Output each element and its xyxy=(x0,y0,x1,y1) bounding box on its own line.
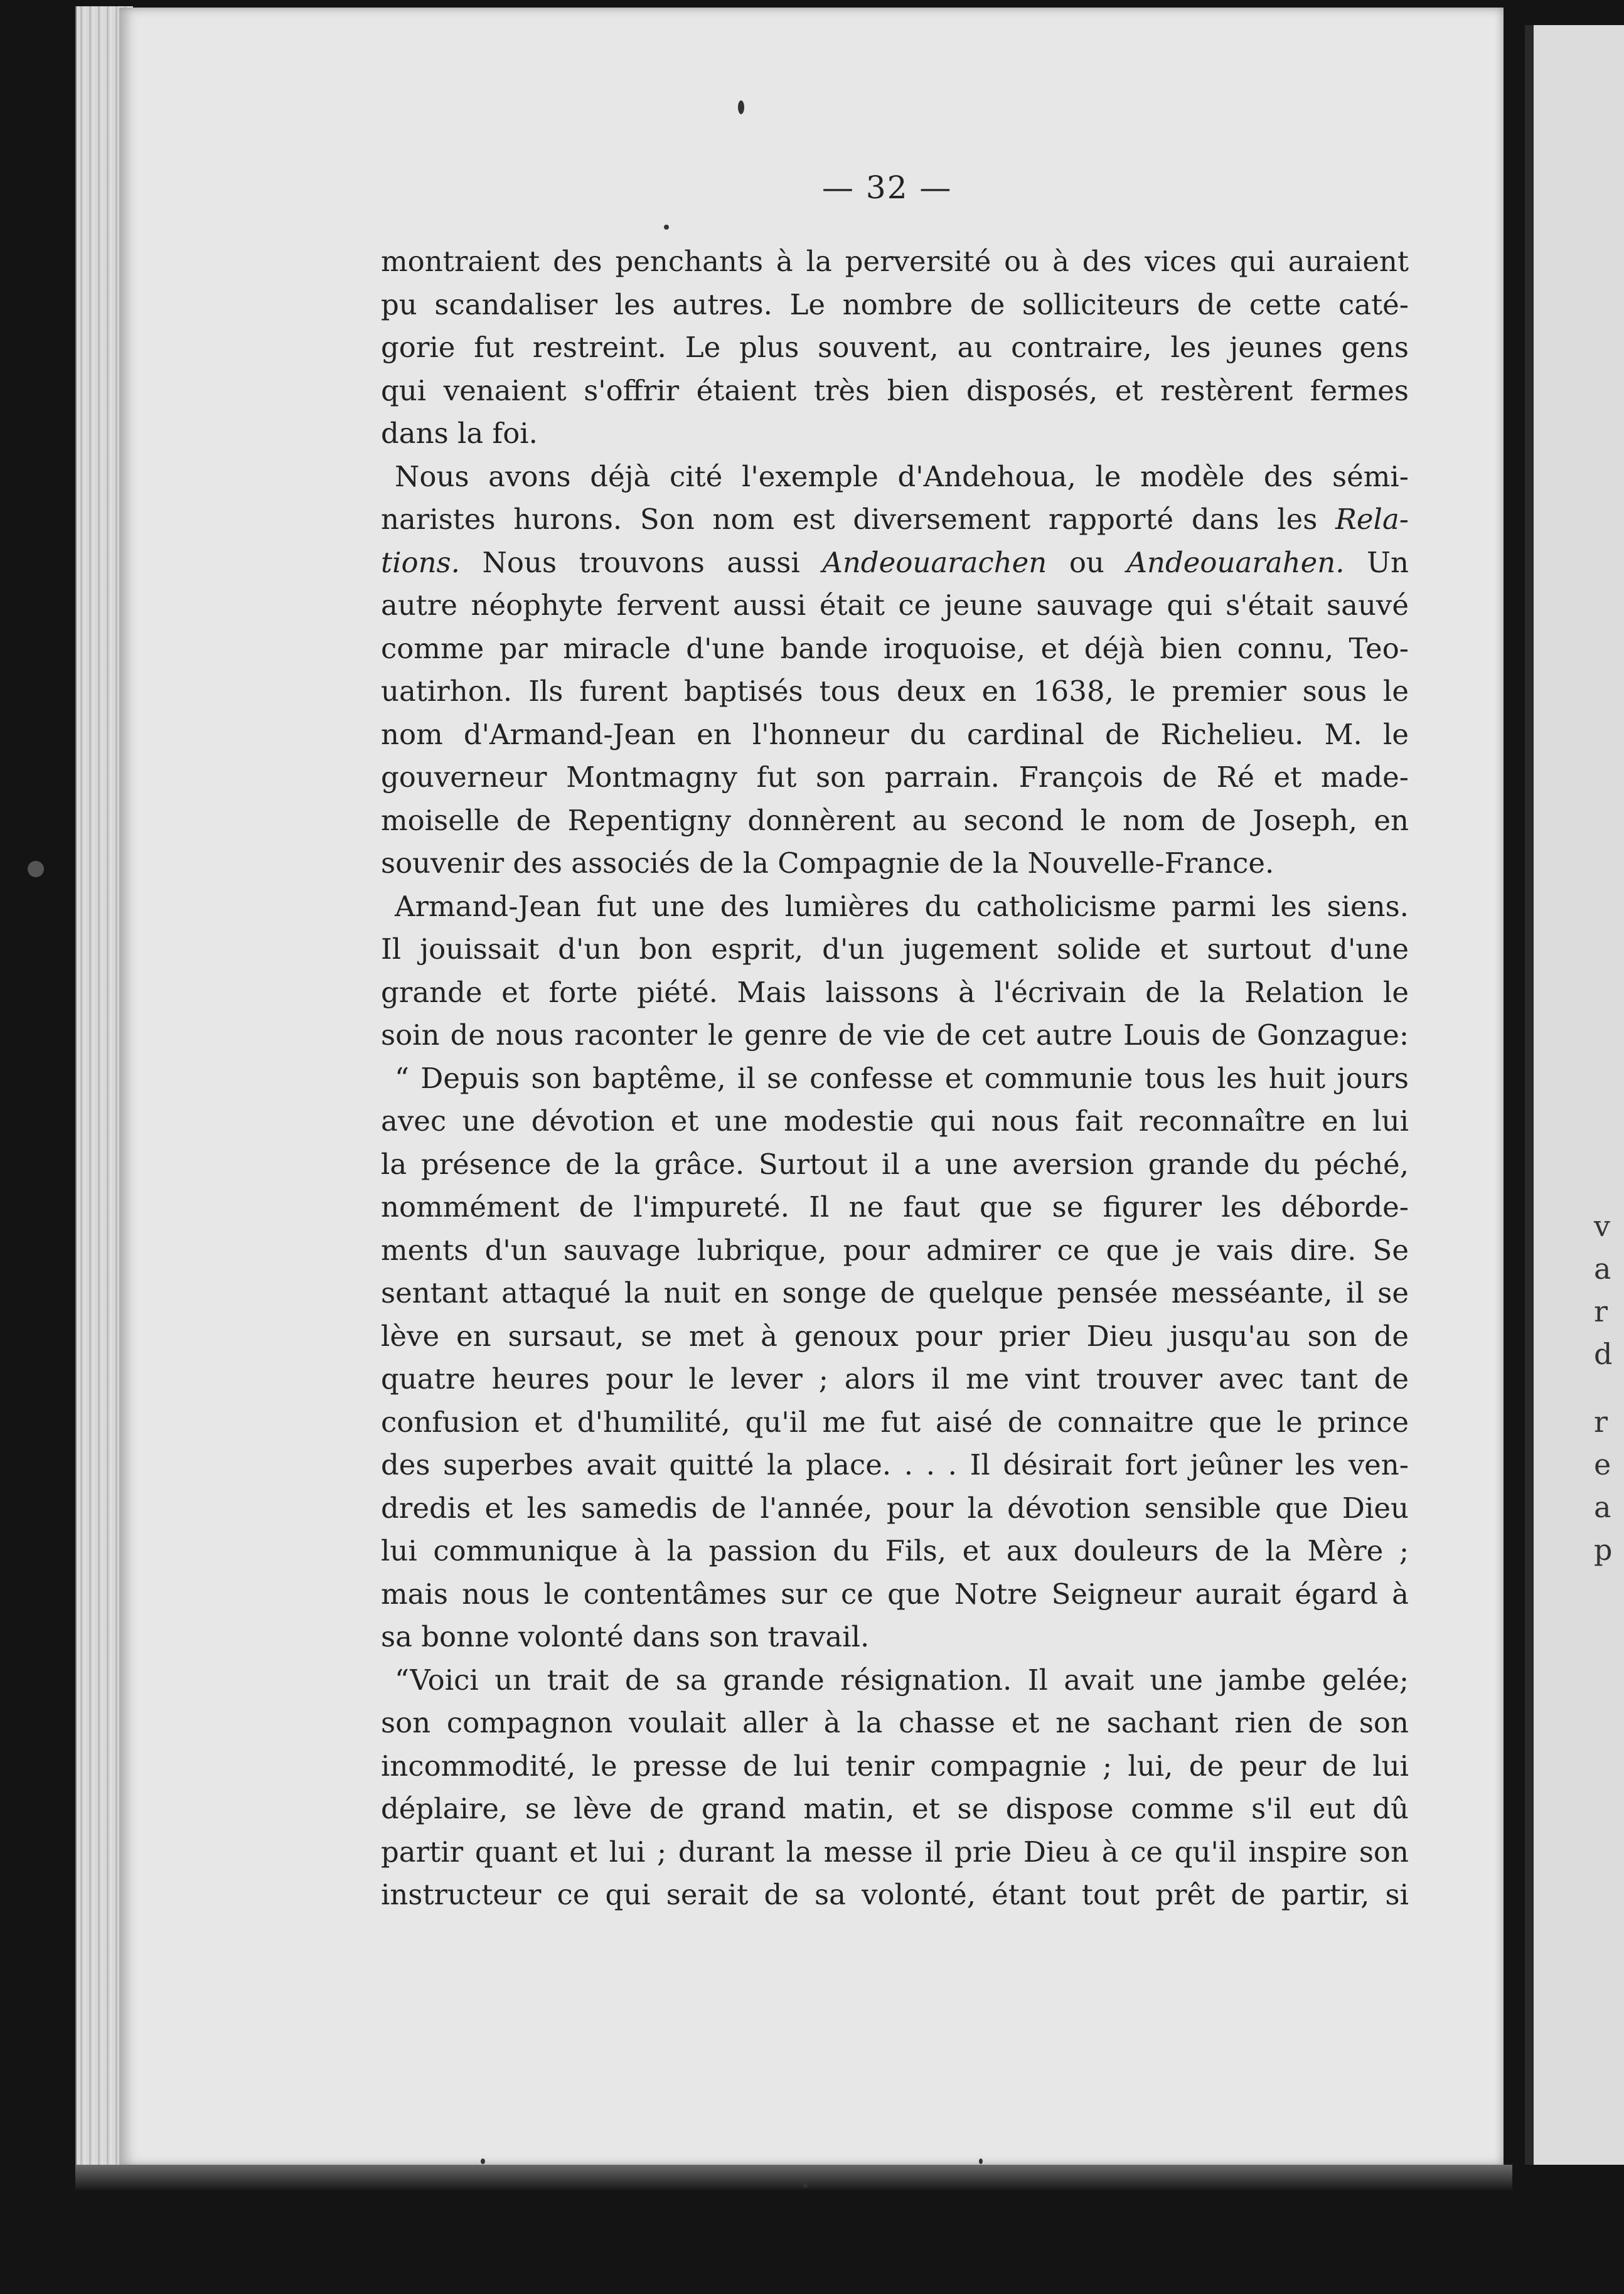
scan-speck xyxy=(979,2158,983,2164)
text-line xyxy=(381,498,1409,541)
text-line: mais nous le contentâmes sur ce que Notre Seigneur aurait égard à xyxy=(381,1577,1409,1611)
page-bottom-shadow xyxy=(75,2165,1512,2190)
italic-span: Andeouarachen xyxy=(822,545,1047,579)
text-span: naristes hurons. Son nom est diversement rapporté dans les xyxy=(381,503,1336,536)
text-line: “Voici un trait de sa grande résignation. Il avait une jambe gelée; xyxy=(395,1663,1409,1697)
text-line: Nous avons déjà cité l'exemple d'Andehoua, le modèle des sémi- xyxy=(395,459,1409,493)
text-line: grande et forte piété. Mais laissons à l'écrivain de la Relation le xyxy=(381,975,1409,1009)
text-line: Armand-Jean fut une des lumières du catholicisme parmi les siens. xyxy=(395,889,1409,923)
text-line: autre néophyte fervent aussi était ce jeune sauvage qui s'était sauvé xyxy=(381,589,1409,622)
scan-speck xyxy=(803,2182,808,2188)
text-line: moiselle de Repentigny donnèrent au second le nom de Joseph, en xyxy=(381,803,1409,837)
text-line: nom d'Armand-Jean en l'honneur du cardinal de Richelieu. M. le xyxy=(381,717,1409,751)
text-line: “ Depuis son baptême, il se confesse et communie tous les huit jours xyxy=(395,1061,1409,1095)
text-line: partir quant et lui ; durant la messe il prie Dieu à ce qu'il inspire son xyxy=(381,1835,1409,1869)
text-line: Il jouissait d'un bon esprit, d'un jugement solide et surtout d'une xyxy=(381,932,1409,966)
adjacent-letter: d xyxy=(1594,1337,1613,1371)
italic-span: Rela- xyxy=(1335,503,1409,536)
text-line: comme par miracle d'une bande iroquoise, et déjà bien connu, Teo- xyxy=(381,631,1409,665)
text-line: avec une dévotion et une modestie qui nous fait reconnaître en lui xyxy=(381,1104,1409,1138)
text-line: lui communique à la passion du Fils, et aux douleurs de la Mère ; xyxy=(381,1534,1409,1567)
adjacent-letter: a xyxy=(1594,1252,1611,1286)
italic-span: tions. xyxy=(381,545,460,579)
text-line: instructeur ce qui serait de sa volonté, étant tout prêt de partir, si xyxy=(381,1878,1409,1911)
scan-speck xyxy=(664,225,669,230)
text-line: montraient des penchants à la perversité ou à des vices qui auraient xyxy=(381,245,1409,278)
body-text xyxy=(381,240,1409,1917)
text-line: ments d'un sauvage lubrique, pour admirer ce que je vais dire. Se xyxy=(381,1233,1409,1267)
text-line: dredis et les samedis de l'année, pour la dévotion sensible que Dieu xyxy=(381,1491,1409,1525)
text-line: sentant attaqué la nuit en songe de quelque pensée messéante, il se xyxy=(381,1276,1409,1310)
text-line: son compagnon voulait aller à la chasse et ne sachant rien de son xyxy=(381,1706,1409,1739)
text-line: souvenir des associés de la Compagnie de la Nouvelle-France. xyxy=(381,846,1274,880)
adjacent-page-fragment xyxy=(1525,25,1624,2165)
adjacent-letter: a xyxy=(1594,1490,1611,1524)
text-line: soin de nous raconter le genre de vie de cet autre Louis de Gonzague: xyxy=(381,1018,1409,1052)
scan-speck xyxy=(738,100,744,114)
adjacent-letter: e xyxy=(1594,1448,1611,1481)
text-line: lève en sursaut, se met à genoux pour prier Dieu jusqu'au son de xyxy=(381,1319,1409,1353)
scan-speck xyxy=(481,2158,485,2164)
text-line: la présence de la grâce. Surtout il a une aversion grande du péché, xyxy=(381,1147,1409,1181)
text-line: pu scandaliser les autres. Le nombre de solliciteurs de cette caté- xyxy=(381,287,1409,321)
text-line: confusion et d'humilité, qu'il me fut aisé de connaitre que le prince xyxy=(381,1405,1409,1439)
text-line: quatre heures pour le lever ; alors il me vint trouver avec tant de xyxy=(381,1362,1409,1395)
text-line xyxy=(381,541,1409,585)
adjacent-letter: p xyxy=(1594,1533,1613,1567)
text-span: Un xyxy=(1344,545,1409,579)
adjacent-letter: r xyxy=(1594,1294,1608,1328)
text-line: déplaire, se lève de grand matin, et se dispose comme s'il eut dû xyxy=(381,1792,1409,1825)
page-number: — 32 — xyxy=(822,169,953,206)
scan-speck xyxy=(28,861,44,877)
text-line: incommodité, le presse de lui tenir compagnie ; lui, de peur de lui xyxy=(381,1749,1409,1783)
text-span: Nous trouvons aussi xyxy=(459,545,823,579)
text-line: qui venaient s'offrir étaient très bien disposés, et restèrent fermes xyxy=(381,373,1409,407)
text-line: des superbes avait quitté la place. . . . Il désirait fort jeûner les ven- xyxy=(381,1448,1409,1481)
text-line: gouverneur Montmagny fut son parrain. François de Ré et made- xyxy=(381,760,1409,794)
italic-span: Andeouarahen. xyxy=(1126,545,1345,579)
text-line: nommément de l'impureté. Il ne faut que se figurer les déborde- xyxy=(381,1190,1409,1224)
text-line: uatirhon. Ils furent baptisés tous deux en 1638, le premier sous le xyxy=(381,675,1409,708)
adjacent-letter: r xyxy=(1594,1405,1608,1439)
adjacent-letter: v xyxy=(1594,1209,1610,1243)
text-line: dans la foi. xyxy=(381,417,538,450)
adjacent-page-letters xyxy=(1594,1205,1624,1571)
text-line: sa bonne volonté dans son travail. xyxy=(381,1620,870,1653)
text-line: gorie fut restreint. Le plus souvent, au contraire, les jeunes gens xyxy=(381,331,1409,364)
text-span: ou xyxy=(1047,545,1127,579)
